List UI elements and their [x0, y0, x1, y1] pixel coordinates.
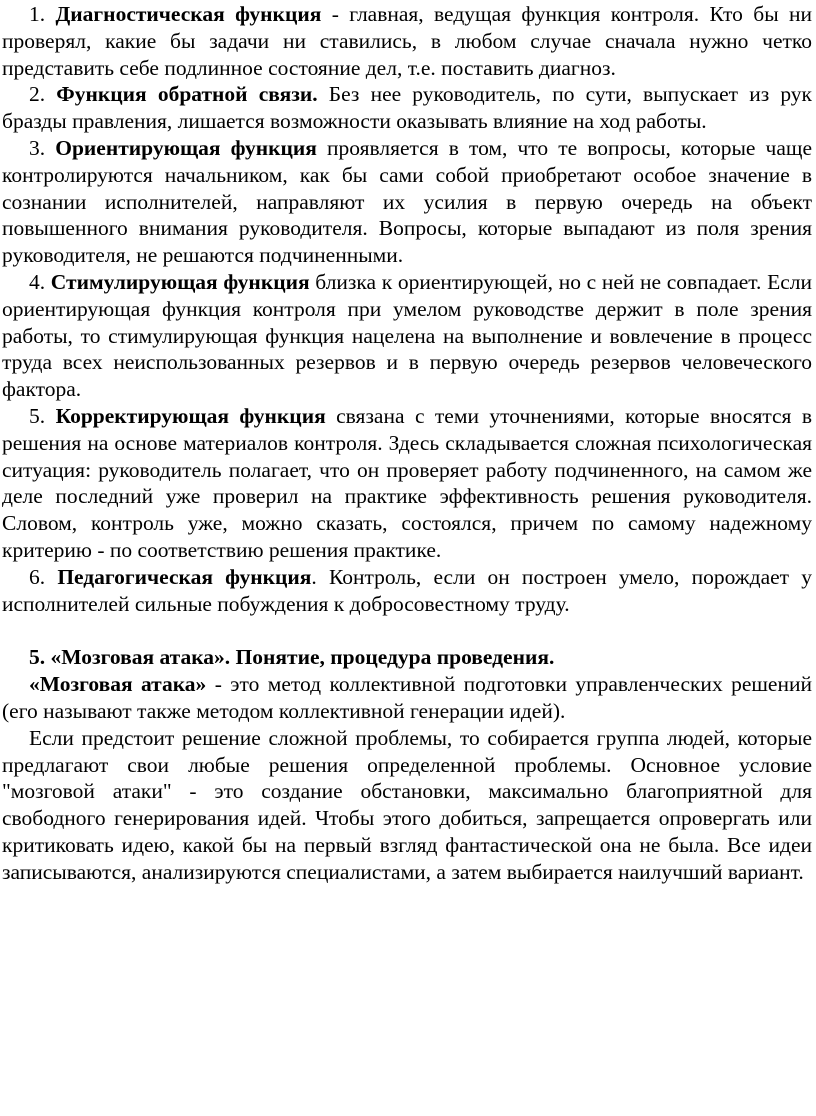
function-paragraph-6 [2, 564, 812, 618]
function-paragraph-2 [2, 81, 812, 135]
function-number: 1. [29, 2, 46, 26]
function-paragraph-5 [2, 403, 812, 564]
function-paragraph-1 [2, 1, 812, 81]
function-title: Диагностическая функция [55, 2, 322, 26]
function-title: Корректирующая функция [55, 403, 326, 428]
function-text: Без нее руководитель, по сути, выпускает из рук бразды правления, лишается возможности оказывать влияние на ход работы. [2, 82, 813, 134]
function-title: Ориентирующая функция [55, 135, 317, 160]
function-number: 6. [29, 564, 46, 589]
document-page [2, 1, 812, 886]
function-text: - главная, ведущая функция контроля. Кто бы ни проверял, какие бы задачи ни ставились, в любом случае сначала нужно четко представить себе подлинное состояние дел, т.е. поставить диагноз. [2, 2, 813, 80]
function-title: Педагогическая функция [57, 564, 312, 589]
definition-text: - это метод коллективной подготовки управленческих решений (его называют также методом коллективной генерации идей). [2, 672, 812, 723]
function-number: 3. [29, 135, 46, 160]
function-text: связана с теми уточнениями, которые вносятся в решения на основе материалов контроля. Здесь складывается сложная психологическая ситуация: руководитель полагает, что он проверяет работу подчиненного, на самом же деле последний уже проверил на практике эффективность решения руководителя. Словом, контроль уже, можно сказать, состоялся, причем по самому надежному критерию - по соответствию решения практике. [2, 403, 813, 562]
function-number: 5. [29, 403, 46, 428]
section-spacer [2, 617, 812, 644]
definition-paragraph [2, 671, 812, 725]
section-heading: 5. «Мозговая атака». Понятие, процедура проведения. [29, 645, 555, 670]
function-title: Функция обратной связи. [56, 82, 318, 107]
function-paragraph-3 [2, 135, 812, 269]
function-number: 4. [29, 269, 46, 294]
body-paragraph: Если предстоит решение сложной проблемы, то собирается группа людей, которые предлагают свои любые решения определенной проблемы. Основное условие "мозговой атаки" - это создание обстановки, максимально благоприятной для свободного генерирования идей. Чтобы этого добиться, запрещается опровергать или критиковать идею, какой бы на первый взгляд фантастической она не была. Все идеи записываются, анализируются специалистами, а затем выбирается наилучший вариант. [2, 725, 812, 884]
definition-term: «Мозговая атака» [29, 672, 207, 697]
function-text: проявляется в том, что те вопросы, которые чаще контролируются начальником, как бы сами собой приобретают особое значение в сознании исполнителей, направляют их усилия в первую очередь на объект повышенного внимания руководителя. Вопросы, которые выпадают из поля зрения руководителя, не решаются подчиненными. [2, 135, 812, 268]
function-paragraph-4 [2, 269, 812, 403]
function-text: . Контроль, если он построен умело, порождает у исполнителей сильные побуждения к добросовестному труду. [2, 564, 812, 616]
function-number: 2. [29, 82, 46, 107]
function-text: близка к ориентирующей, но с ней не совпадает. Если ориентирующая функция контроля при умелом руководстве держит в поле зрения работы, то стимулирующая функция нацелена на выполнение и вовлечение в процесс труда всех неиспользованных резервов и в первую очередь резервов человеческого фактора. [2, 269, 813, 402]
function-title: Стимулирующая функция [50, 269, 310, 294]
